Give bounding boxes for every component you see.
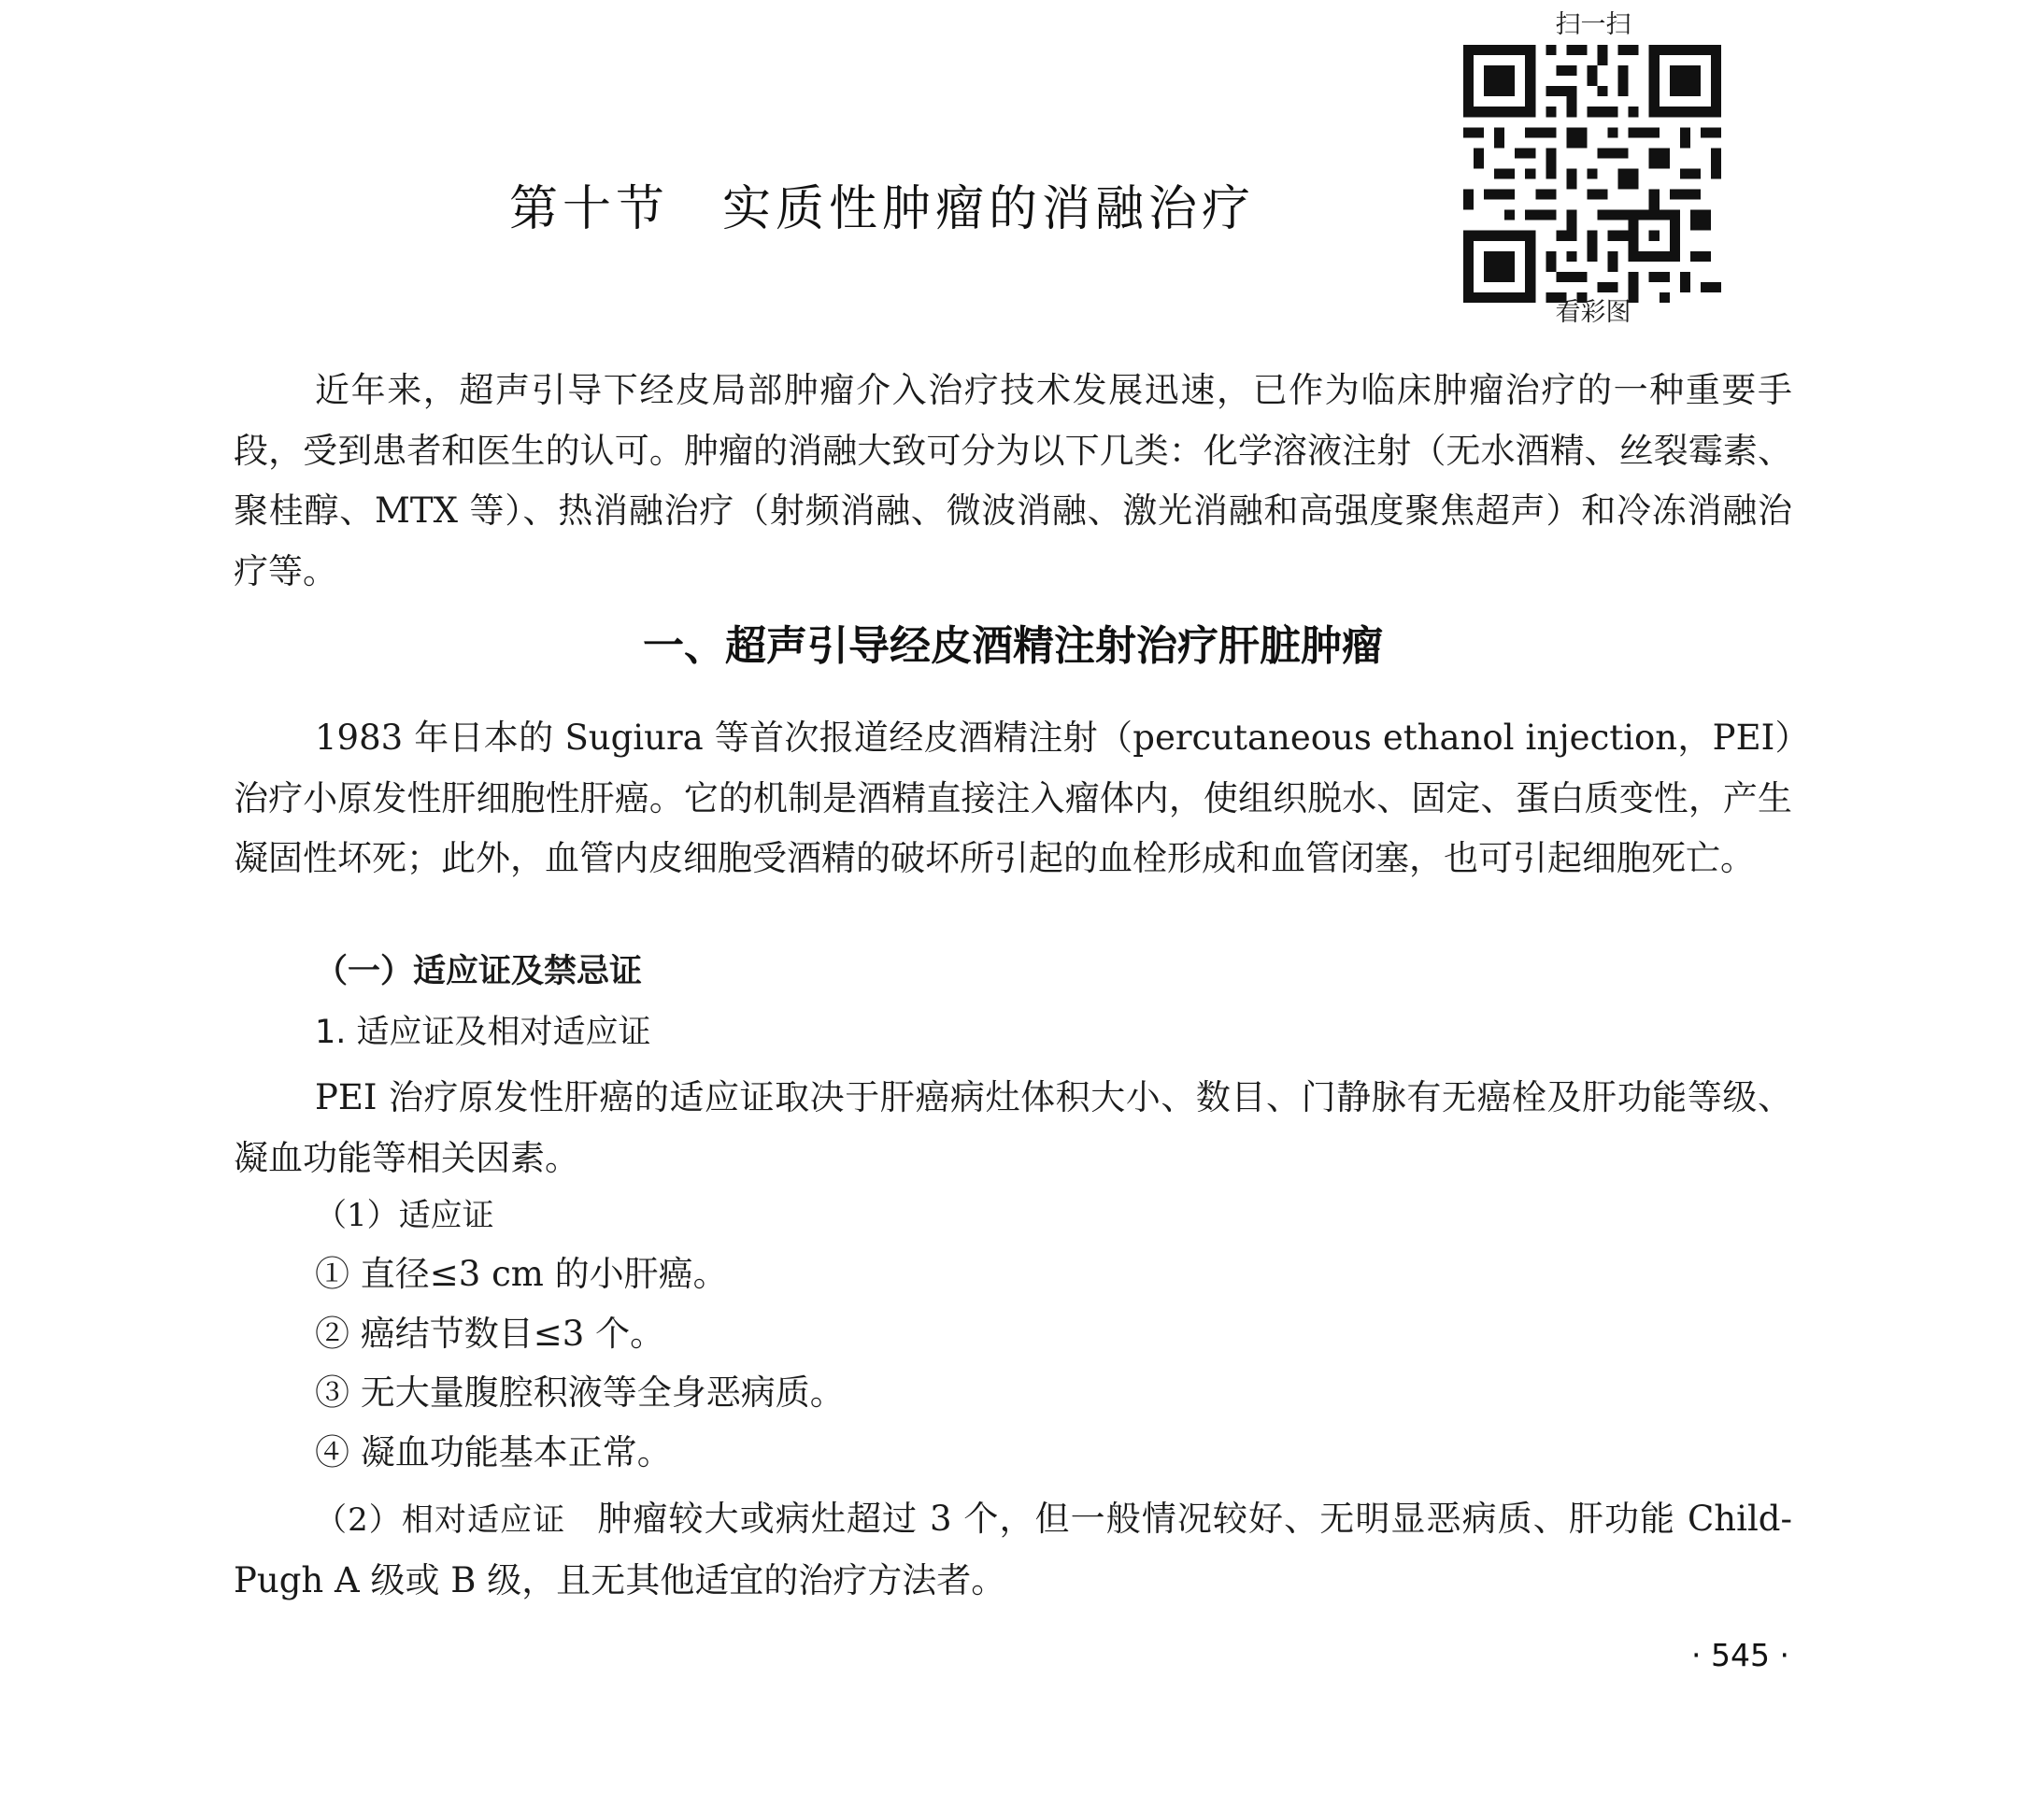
pei-paragraph: 1983 年日本的 Sugiura 等首次报道经皮酒精注射（percutaneous ethanol injection，PEI）治疗小原发性肝细胞性肝癌。它的机制是酒精直接注入瘤体内，使组织脱水、固定、蛋白质变性，产生凝固性坏死；此外，血管内皮细胞受酒精的破坏所引起的血栓形成和血管闭塞，也可引起细胞死亡。 bbox=[234, 718, 1792, 878]
qr-top-label: 扫一扫 bbox=[1555, 10, 1631, 39]
intro-paragraph: 近年来，超声引导下经皮局部肿瘤介入治疗技术发展迅速，已作为临床肿瘤治疗的一种重要手段，受到患者和医生的认可。肿瘤的消融大致可分为以下几类：化学溶液注射（无水酒精、丝裂霉素、聚桂醇、MTX 等）、热消融治疗（射频消融、微波消融、激光消融和高强度聚焦超声）和冷冻消融治疗等。 bbox=[234, 370, 1792, 591]
heading-indications-contraindications: （一）适应证及禁忌证 bbox=[315, 953, 643, 990]
relative-indication-paragraph bbox=[234, 1489, 1792, 1611]
list-item: ③ 无大量腹腔积液等全身恶病质。 bbox=[315, 1372, 845, 1413]
subsection-title: 一、超声引导经皮酒精注射治疗肝脏肿瘤 bbox=[643, 622, 1383, 670]
list-item: ① 直径≤3 cm 的小肝癌。 bbox=[315, 1254, 728, 1294]
relative-indications-text: 肿瘤较大或病灶超过 3 个，但一般情况较好、无明显恶病质、肝功能 Child-Pugh A 级或 B 级，且无其他适宜的治疗方法者。 bbox=[234, 1499, 1792, 1600]
section-title: 第十节 实质性肿瘤的消融治疗 bbox=[509, 181, 1256, 237]
page-number: · 545 · bbox=[1691, 1637, 1789, 1673]
relative-indications-label: （2）相对适应证 bbox=[315, 1501, 566, 1539]
list-item: ④ 凝血功能基本正常。 bbox=[315, 1432, 672, 1472]
indication-paragraph: PEI 治疗原发性肝癌的适应证取决于肝癌病灶体积大小、数目、门静脉有无癌栓及肝功能等级、凝血功能等相关因素。 bbox=[234, 1077, 1792, 1178]
qr-code-icon[interactable] bbox=[1463, 45, 1721, 303]
list-item: ② 癌结节数目≤3 个。 bbox=[315, 1314, 665, 1354]
indications-label: （1）适应证 bbox=[315, 1197, 494, 1234]
qr-bottom-label: 看彩图 bbox=[1555, 298, 1631, 327]
qr-block bbox=[1458, 7, 1729, 336]
heading-relative-indications: 1. 适应证及相对适应证 bbox=[315, 1014, 651, 1051]
